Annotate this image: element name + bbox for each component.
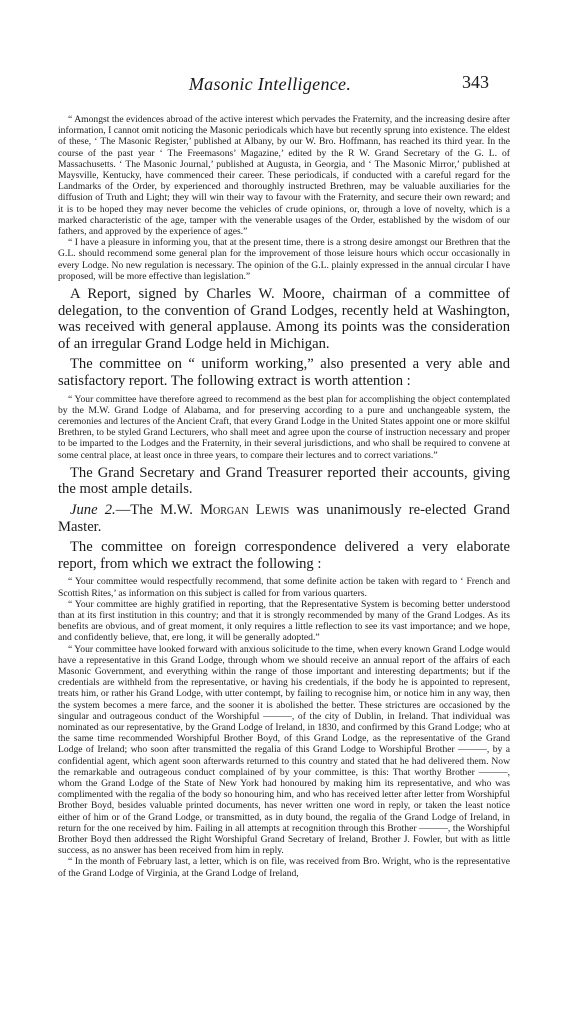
body-paragraph-election bbox=[58, 502, 510, 535]
quote-foreign-correspondence bbox=[58, 576, 510, 878]
quote-paragraph: “ Your committee are highly gratified in reporting, that the Representative System is becoming better understood than at its first institution in this country; and that it is strongly recommended by many of the Grand Lodges. As its benefits are obvious, and of great moment, it only requires a little reflection to see its vast importance; and we hope, and confidently believe, that, ere long, it will be generally adopted.” bbox=[58, 598, 510, 644]
quote-paragraph: “ Your committee have looked forward with anxious solicitude to the time, when every known Grand Lodge would have a representative in this Grand Lodge, through whom we should receive an annual report of the affairs of each Masonic Government, and everything within the range of those important and interesting departments; but if the credentials are withheld from the representative, or having his credentials, if the body he is appointed to represent, treats him, or rather his Grand Lodge, with utter contempt, by failing to recognise him, or notice him in any way, then the system becomes a mere farce, and the sooner it is abolished the better. These strictures are occasioned by the singular and outrageous conduct of the Worshipful ———, of the city of Dublin, in Ireland. That individual was nominated as our representative, by the Grand Lodge of Ireland, in 1830, and confirmed by this Grand Lodge; who at the same time recommended Worshipful Brother Boyd, of this Grand Lodge, as the representative of the Grand Lodge of Ireland; who soon after transmitted the regalia of this Grand Lodge to Worshipful Brother ———, by a confidential agent, which agent soon afterwards returned to this country and stated that he had delivered them. Now the remarkable and outrageous conduct complained of by your committee, is this: That worthy Brother ———, whom the Grand Lodge of the State of New York had honoured by making him its representative, and who was complimented with the regalia of the body so honouring him, and who has received letter after letter from Worshipful Brother Boyd, besides valuable printed documents, has never written one word in reply, or taken the least notice either of him or of the Grand Lodge, or transmitted, as in duty bound, the regalia of the Grand Lodge of Ireland, in return for the one received by him. Failing in all attempts at recognition through this Brother ———, the Worshipful Brother Boyd then addressed the Right Worshipful Grand Secretary of Ireland, Brother J. Fowler, but with as little success, as no answer has been received from him in reply. bbox=[58, 643, 511, 857]
page-number: 343 bbox=[462, 72, 489, 92]
quote-uniform-working bbox=[58, 394, 510, 461]
date-text: June 2. bbox=[70, 502, 116, 519]
running-title: Masonic Intelligence. bbox=[188, 74, 352, 94]
quote-paragraph: “ I have a pleasure in informing you, that at the present time, there is a strong desire amongst our Brethren that the G.L. should recommend some general plan for the improvement of those leisure hours which occur occasionally in every Lodge. No new regulation is necessary. The opinion of the G.L. plainly expressed in the annual circular I have proposed, will be more effective than legislation.” bbox=[58, 237, 510, 282]
body-paragraph: The committee on “ uniform working,” also presented a very able and satisfactory report. The following extract is worth attention : bbox=[58, 356, 510, 390]
quote-paragraph: “ Your committee have therefore agreed to recommend as the best plan for accomplishing the object contemplated by the M.W. Grand Lodge of Alabama, and for preserving according to a pure and unchangeable system, the ceremonies and lectures of the Ancient Craft, that every Grand Lodge in the United States appoint one or more skilful Brethren, to be styled Grand Lecturers, who shall meet and agree upon the course of instruction necessary and proper to be imparted to the Lodges and the Fraternity, in their several jurisdictions, and who shall be required to convene at some central place, at least once in three years, to compare their lectures and to correct variations.” bbox=[58, 393, 510, 461]
quote-paragraph: “ Your committee would respectfully recommend, that some definite action be taken with regard to ‘ French and Scottish Rites,’ as information on this subject is called for from various quarters. bbox=[58, 576, 510, 599]
quote-paragraph: “ In the month of February last, a letter, which is on file, was received from Bro. Wright, who is the representative of the Grand Lodge of Virginia, at the Grand Lodge of Ireland, bbox=[58, 856, 510, 879]
body-paragraph: The committee on foreign correspondence delivered a very elaborate report, from which we extract the following : bbox=[58, 539, 510, 572]
body-paragraph: A Report, signed by Charles W. Moore, chairman of a committee of delegation, to the convention of Grand Lodges, recently held at Washington, was received with general applause. Among its points was the consideration of an irregular Grand Lodge held in Michigan. bbox=[58, 286, 510, 352]
body-paragraph: The Grand Secretary and Grand Treasurer reported their accounts, giving the most ample details. bbox=[58, 464, 510, 498]
text-span: was unanimously re-elected Grand Master. bbox=[58, 502, 510, 535]
quote-paragraph: “ Amongst the evidences abroad of the active interest which pervades the Fraternity, and the increasing desire after information, I cannot omit noticing the Masonic periodicals which have but recently sprung into existence. The eldest of these, ‘ The Masonic Register,’ published at Albany, by our W. Bro. Hoffmann, has reached its third year. In the course of the past year ‘ The Freemasons’ Magazine,’ edited by the R W. Grand Secretary of the G. L. of Massachusetts. ‘ The Masonic Journal,’ published at Augusta, in Georgia, and ‘ The Masonic Mirror,’ published at Maysville, Kentucky, have commenced their career. These periodicals, if conducted with a careful regard for the Landmarks of the Order, by experienced and thoroughly instructed Brethren, may be valuable auxiliaries for the diffusion of Truth and Light; they will win their way to favour with the Fraternity, and secure their own reward; and it is to be hoped they may never become the vehicles of crude opinions, or, through a love of novelty, which is a marked characteristic of the age, tamper with the venerable usages of the Order, established by the wisdom of our fathers, and approved by the experience of ages.” bbox=[58, 114, 510, 238]
page-header bbox=[0, 70, 567, 100]
grand-master-name: Morgan Lewis bbox=[200, 502, 290, 519]
quote-periodicals bbox=[58, 114, 510, 282]
text-span: —The M.W. bbox=[115, 502, 201, 519]
page-body bbox=[58, 110, 510, 883]
